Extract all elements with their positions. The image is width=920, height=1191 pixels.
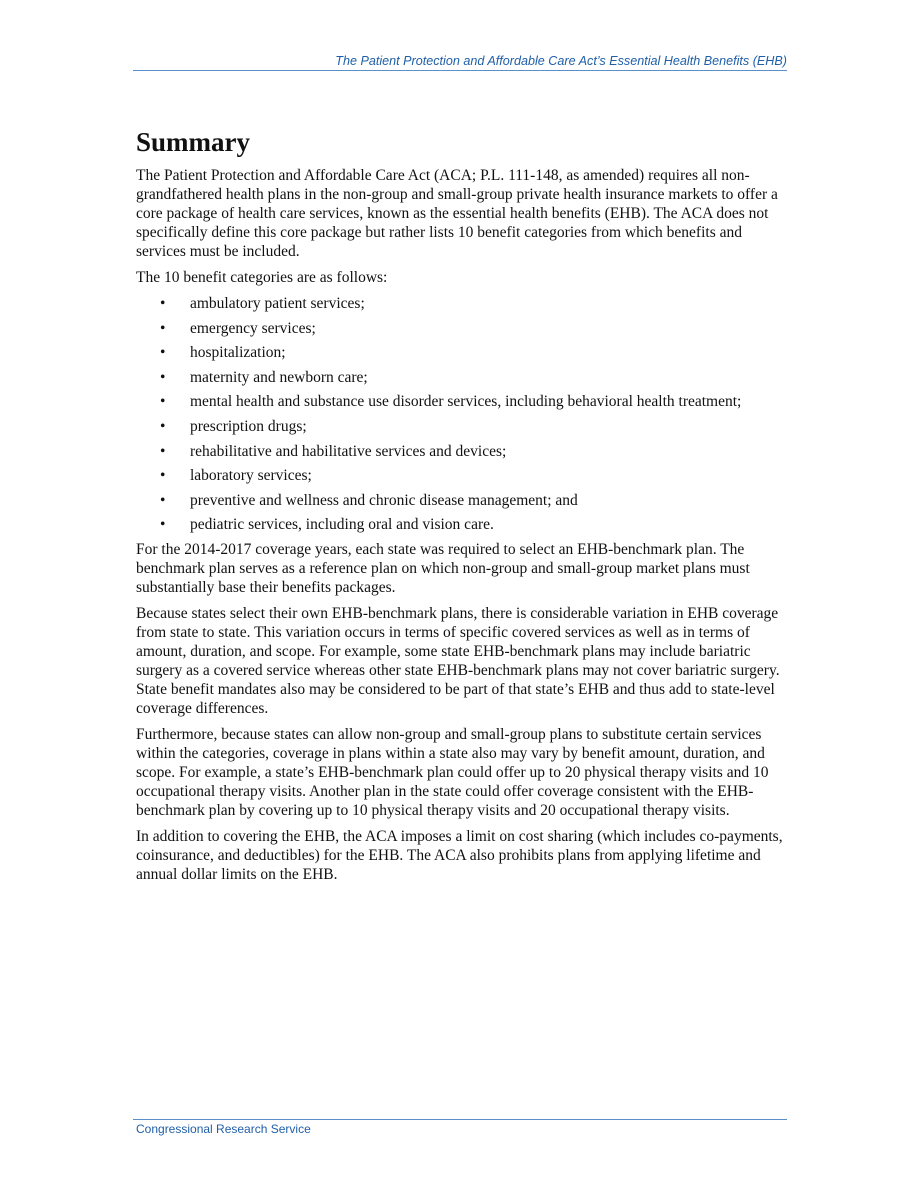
bullet-icon: • — [160, 319, 166, 337]
running-header: The Patient Protection and Affordable Care Act’s Essential Health Benefits (EHB) — [133, 53, 787, 71]
footer-divider — [133, 1119, 787, 1120]
bullet-icon: • — [160, 393, 166, 411]
list-item — [136, 442, 788, 461]
bullet-icon: • — [160, 295, 166, 312]
list-item — [136, 466, 788, 485]
footer-publisher: Congressional Research Service — [136, 1122, 311, 1136]
list-item-text: ambulatory patient services; — [190, 295, 365, 312]
benefit-category-list — [136, 294, 788, 534]
variation-paragraph: Because states select their own EHB-benchmark plans, there is considerable variation in EHB coverage from state to state. This variation occurs in terms of specific covered services as well as in terms of amount, duration, and scope. For example, some state EHB-benchmark plans may include bariatric surgery as a covered service whereas other state EHB-benchmark plans may not cover bariatric surgery. State benefit mandates also may be considered to be part of that state’s EHB and thus add to state-level coverage differences. — [136, 605, 780, 718]
list-item-text: prescription drugs; — [190, 417, 307, 435]
list-item — [136, 392, 788, 411]
page-title: Summary — [136, 127, 250, 157]
list-item-text: laboratory services; — [190, 467, 312, 485]
bullet-icon: • — [160, 344, 166, 362]
list-item — [136, 417, 788, 436]
list-item-text: maternity and newborn care; — [190, 368, 368, 386]
cost-sharing-paragraph: In addition to covering the EHB, the ACA imposes a limit on cost sharing (which includes co-payments, coinsurance, and deductibles) for the EHB. The ACA also prohibits plans from applying lifetime and annual dollar limits on the EHB. — [136, 828, 783, 884]
list-item — [136, 294, 788, 313]
list-intro: The 10 benefit categories are as follows: — [136, 269, 388, 286]
bullet-icon: • — [160, 442, 166, 460]
intro-paragraph: The Patient Protection and Affordable Care Act (ACA; P.L. 111-148, as amended) requires all non-grandfathered health plans in the non-group and small-group private health insurance markets to offer a core package of health care services, known as the essential health benefits (EHB). The ACA does not specifically define this core package but rather lists 10 benefit categories from which benefits and services must be included. — [136, 167, 778, 260]
bullet-icon: • — [160, 491, 166, 509]
list-item-text: rehabilitative and habilitative services and devices; — [190, 442, 507, 460]
list-item-text: pediatric services, including oral and vision care. — [190, 516, 494, 534]
bullet-icon: • — [160, 516, 166, 534]
list-item-text: preventive and wellness and chronic disease management; and — [190, 491, 578, 509]
list-item — [136, 319, 788, 338]
list-item-text: mental health and substance use disorder services, including behavioral health treatment; — [190, 393, 742, 411]
list-item — [136, 515, 788, 534]
document-body — [136, 124, 788, 891]
list-item — [136, 368, 788, 387]
benchmark-paragraph: For the 2014-2017 coverage years, each state was required to select an EHB-benchmark plan. The benchmark plan serves as a reference plan on which non-group and small-group market plans must substantially base their benefits packages. — [136, 541, 750, 597]
list-item-text: hospitalization; — [190, 344, 286, 362]
list-item — [136, 343, 788, 362]
bullet-icon: • — [160, 417, 166, 435]
substitution-paragraph: Furthermore, because states can allow non-group and small-group plans to substitute certain services within the categories, coverage in plans within a state also may vary by benefit amount, duration, and scope. For example, a state’s EHB-benchmark plan could offer up to 20 physical therapy visits and 10 occupational therapy visits. Another plan in the state could offer coverage consistent with the EHB-benchmark plan by covering up to 10 physical therapy visits and 20 occupational therapy visits. — [136, 726, 769, 820]
bullet-icon: • — [160, 368, 166, 386]
bullet-icon: • — [160, 467, 166, 485]
list-item-text: emergency services; — [190, 319, 316, 337]
list-item — [136, 491, 788, 510]
